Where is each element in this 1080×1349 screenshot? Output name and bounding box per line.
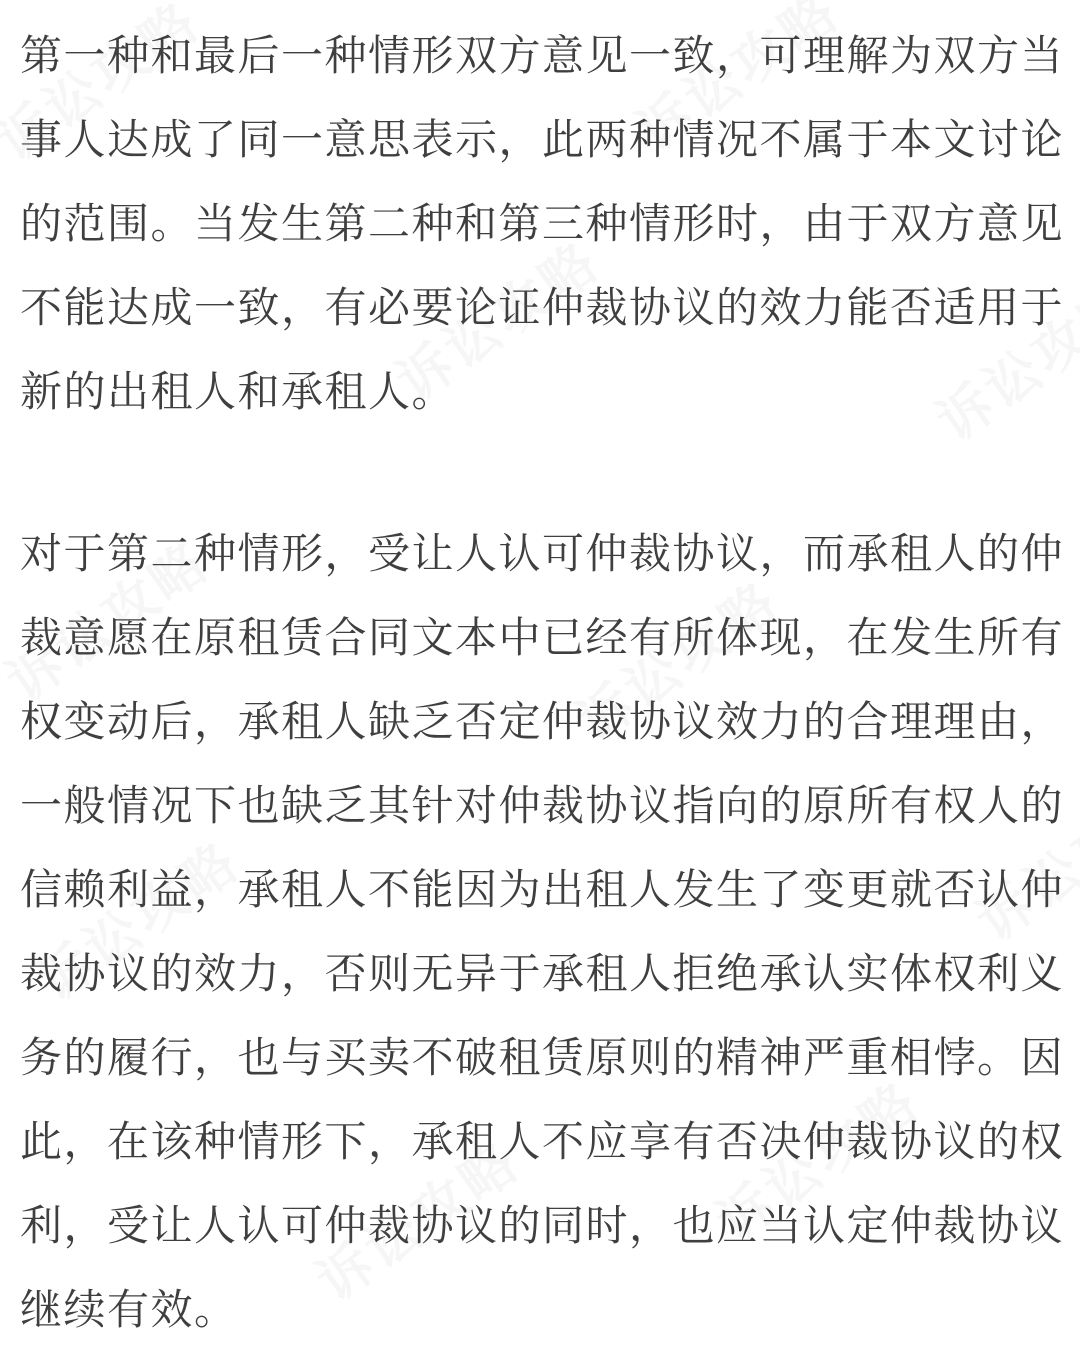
paragraph-spacer	[20, 434, 1065, 512]
paragraph-1: 第一种和最后一种情形双方意见一致，可理解为双方当事人达成了同一意思表示，此两种情况不属于本文讨论的范围。当发生第二种和第三种情形时，由于双方意见不能达成一致，有必要论证仲裁协议的效力能否适用于新的出租人和承租人。	[20, 31, 1065, 416]
article-body	[20, 14, 1065, 1349]
paragraph-2: 对于第二种情形，受让人认可仲裁协议，而承租人的仲裁意愿在原租赁合同文本中已经有所体现，在发生所有权变动后，承租人缺乏否定仲裁协议效力的合理理由，一般情况下也缺乏其针对仲裁协议指向的原所有权人的信赖利益，承租人不能因为出租人发生了变更就否认仲裁协议的效力，否则无异于承租人拒绝承认实体权利义务的履行，也与买卖不破租赁原则的精神严重相悖。因此，在该种情形下，承租人不应享有否决仲裁协议的权利，受让人认可仲裁协议的同时，也应当认定仲裁协议继续有效。	[20, 529, 1065, 1334]
